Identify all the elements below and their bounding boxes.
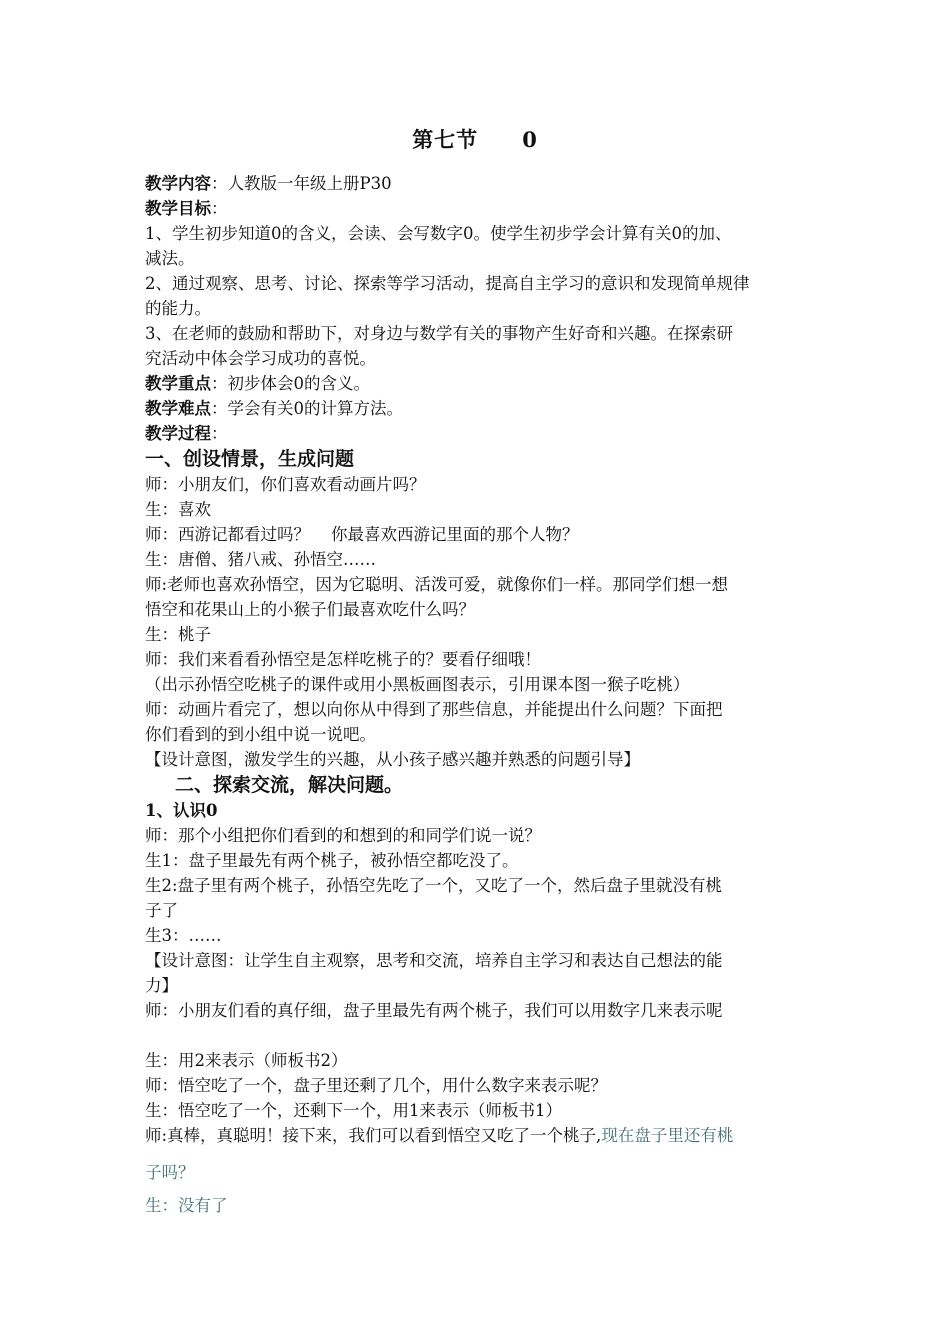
dialogue-line: 生：唐僧、猪八戒、孙悟空…… xyxy=(145,550,376,569)
goal-3b: 究活动中体会学习成功的喜悦。 xyxy=(145,349,376,368)
page-title xyxy=(0,124,950,154)
dialogue-line: 师：西游记都看过吗？ 你最喜欢西游记里面的那个人物？ xyxy=(145,525,579,544)
dialogue-line xyxy=(145,1123,810,1148)
content-value: ：人教版一年级上册P30 xyxy=(211,174,392,193)
dialogue-line: 生1：盘子里最先有两个桃子，被孙悟空都吃没了。 xyxy=(145,851,519,870)
key-point-line xyxy=(145,371,810,396)
goal-3a: 3、在老师的鼓励和帮助下，对身边与数学有关的事物产生好奇和兴趣。在探索研 xyxy=(145,324,733,343)
dialogue-line: 师:老师也喜欢孙悟空，因为它聪明、活泼可爱，就像你们一样。那同学们想一想 xyxy=(145,575,729,594)
section-2-heading: 二、探索交流，解决问题。 xyxy=(175,774,404,796)
title-number: 0 xyxy=(522,127,538,152)
goal-2b: 的能力。 xyxy=(145,299,211,318)
content-label: 教学内容 xyxy=(145,174,211,193)
process-colon: ： xyxy=(211,424,228,443)
dialogue-line: 师：那个小组把你们看到的和想到的和同学们说一说？ xyxy=(145,826,541,845)
goals-line xyxy=(145,196,810,221)
design-intent-note: 【设计意图，激发学生的兴趣，从小孩子感兴趣并熟悉的问题引导】 xyxy=(145,750,640,769)
dialogue-line: （出示孙悟空吃桃子的课件或用小黑板画图表示，引用课本图一猴子吃桃） xyxy=(145,675,690,694)
goal-1b: 减法。 xyxy=(145,249,195,268)
goal-1a: 1、学生初步知道0的含义，会读、会写数字0。使学生初步学会计算有关0的加、 xyxy=(145,224,732,243)
dialogue-line: 生：喜欢 xyxy=(145,500,211,519)
difficulty-value: ：学会有关0的计算方法。 xyxy=(211,399,403,418)
dialogue-line: 师：悟空吃了一个，盘子里还剩了几个，用什么数字来表示呢？ xyxy=(145,1076,607,1095)
key-point-label: 教学重点 xyxy=(145,374,211,393)
difficulty-line xyxy=(145,396,810,421)
dialogue-line: 生：用2来表示（师板书2） xyxy=(145,1051,348,1070)
dialogue-text: 师:真棒，真聪明！接下来，我们可以看到悟空又吃了一个桃子, xyxy=(145,1126,602,1145)
dialogue-line: 师：小朋友们，你们喜欢看动画片吗？ xyxy=(145,475,426,494)
dialogue-line: 师：动画片看完了，想以向你从中得到了那些信息，并能提出什么问题？下面把 xyxy=(145,700,723,719)
subsection-heading: 1、认识0 xyxy=(145,801,218,820)
design-intent-note: 【设计意图：让学生自主观察，思考和交流，培养自主学习和表达自己想法的能 xyxy=(145,951,723,970)
dialogue-line: 生：桃子 xyxy=(145,625,211,644)
key-point-value: ：初步体会0的含义。 xyxy=(211,374,370,393)
section-1-heading: 一、创设情景，生成问题 xyxy=(145,448,355,470)
goals-label: 教学目标 xyxy=(145,199,211,218)
dialogue-line: 生：悟空吃了一个，还剩下一个，用1来表示（师板书1） xyxy=(145,1101,562,1120)
dialogue-text-teal: 现在盘子里还有桃 xyxy=(601,1126,734,1145)
dialogue-line: 师：我们来看看孙悟空是怎样吃桃子的？要看仔细哦！ xyxy=(145,650,541,669)
document-body xyxy=(145,171,810,1218)
dialogue-line: 你们看到的到小组中说一说吧。 xyxy=(145,725,376,744)
dialogue-line: 师：小朋友们看的真仔细，盘子里最先有两个桃子，我们可以用数字几来表示呢 xyxy=(145,1001,723,1020)
dialogue-line: 生：没有了 xyxy=(145,1196,228,1215)
dialogue-line: 生2:盘子里有两个桃子，孙悟空先吃了一个，又吃了一个，然后盘子里就没有桃 xyxy=(145,876,723,895)
dialogue-line: 子吗？ xyxy=(145,1163,195,1182)
difficulty-label: 教学难点 xyxy=(145,399,211,418)
process-line xyxy=(145,421,810,446)
dialogue-line: 悟空和花果山上的小猴子们最喜欢吃什么吗？ xyxy=(145,600,475,619)
dialogue-line: 生3：…… xyxy=(145,926,222,945)
goal-2a: 2、通过观察、思考、讨论、探索等学习活动，提高自主学习的意识和发现简单规律 xyxy=(145,274,750,293)
goals-colon: ： xyxy=(211,199,228,218)
title-section: 第七节 xyxy=(412,127,479,152)
design-intent-note: 力】 xyxy=(145,976,178,995)
dialogue-line: 子了 xyxy=(145,901,178,920)
content-line xyxy=(145,171,810,196)
process-label: 教学过程 xyxy=(145,424,211,443)
